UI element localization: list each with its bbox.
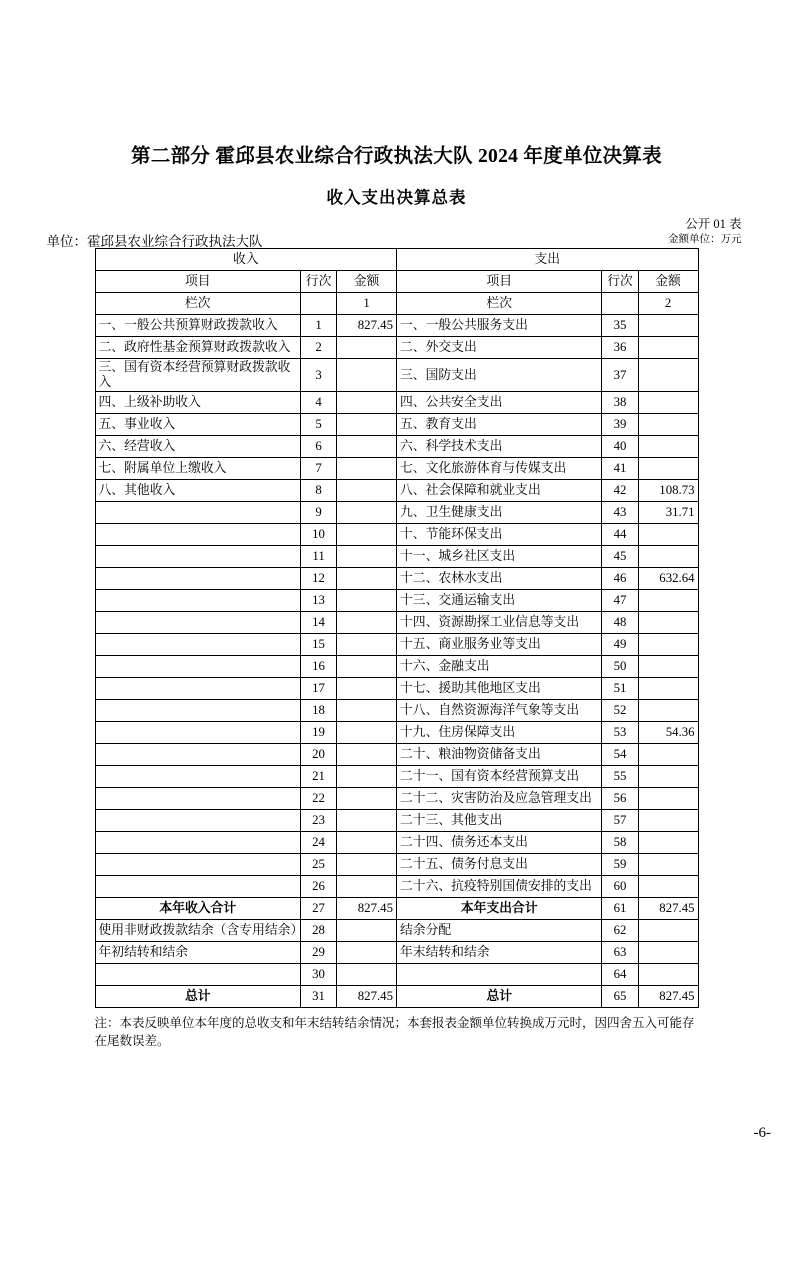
- cell-expense-amount: [638, 766, 698, 788]
- table-note: [95, 1014, 699, 1050]
- cell-income-line: 24: [301, 832, 337, 854]
- cell-income-line: 16: [301, 656, 337, 678]
- cell-expense-amount: 108.73: [638, 480, 698, 502]
- cell-income-item: [95, 546, 301, 568]
- cell-expense-line: 63: [602, 942, 638, 964]
- cell-income-amount: 827.45: [337, 986, 397, 1008]
- cell-expense-amount: [638, 832, 698, 854]
- cell-expense-amount: [638, 810, 698, 832]
- cell-expense-amount: [638, 414, 698, 436]
- cell-income-amount: [337, 766, 397, 788]
- table-row: [95, 854, 698, 876]
- organization-line: 单位：霍邱县农业综合行政执法大队: [46, 234, 263, 249]
- cell-expense-item: 二十三、其他支出: [396, 810, 602, 832]
- cell-expense-line: 55: [602, 766, 638, 788]
- column-number-income: 1: [337, 293, 397, 315]
- table-row: [95, 392, 698, 414]
- cell-income-line: 13: [301, 590, 337, 612]
- cell-expense-line: 46: [602, 568, 638, 590]
- cell-expense-line: 37: [602, 359, 638, 392]
- cell-income-line: 11: [301, 546, 337, 568]
- cell-expense-line: 49: [602, 634, 638, 656]
- table-row-total: [95, 898, 698, 920]
- cell-expense-amount: [638, 524, 698, 546]
- cell-income-line: 30: [301, 964, 337, 986]
- cell-income-line: 25: [301, 854, 337, 876]
- cell-income-amount: [337, 876, 397, 898]
- cell-income-amount: [337, 436, 397, 458]
- header-expense-item: 项目: [396, 271, 602, 293]
- cell-income-line: 6: [301, 436, 337, 458]
- cell-expense-line: 62: [602, 920, 638, 942]
- cell-income-line: 31: [301, 986, 337, 1008]
- cell-expense-amount: [638, 678, 698, 700]
- cell-expense-amount: [638, 458, 698, 480]
- cell-expense-amount: [638, 920, 698, 942]
- cell-expense-amount: [638, 700, 698, 722]
- cell-expense-line: 54: [602, 744, 638, 766]
- cell-expense-line: 61: [602, 898, 638, 920]
- cell-income-item: 一、一般公共预算财政拨款收入: [95, 315, 301, 337]
- table-row: [95, 315, 698, 337]
- table-row: [95, 920, 698, 942]
- cell-income-amount: [337, 480, 397, 502]
- cell-expense-line: 59: [602, 854, 638, 876]
- cell-expense-item: 七、文化旅游体育与传媒支出: [396, 458, 602, 480]
- cell-income-item: [95, 744, 301, 766]
- cell-expense-amount: 827.45: [638, 898, 698, 920]
- cell-expense-item: 一、一般公共服务支出: [396, 315, 602, 337]
- cell-income-amount: [337, 359, 397, 392]
- cell-income-line: 28: [301, 920, 337, 942]
- cell-income-item: [95, 656, 301, 678]
- cell-expense-item: 二、外交支出: [396, 337, 602, 359]
- cell-income-amount: [337, 920, 397, 942]
- cell-income-item: 四、上级补助收入: [95, 392, 301, 414]
- header-expense-group: 支出: [396, 249, 698, 271]
- header-expense-line: 行次: [602, 271, 638, 293]
- cell-income-line: 3: [301, 359, 337, 392]
- cell-expense-line: 65: [602, 986, 638, 1008]
- table-row: [95, 722, 698, 744]
- cell-income-amount: [337, 458, 397, 480]
- cell-income-line: 14: [301, 612, 337, 634]
- cell-income-amount: [337, 722, 397, 744]
- cell-expense-item: 十三、交通运输支出: [396, 590, 602, 612]
- cell-expense-amount: [638, 964, 698, 986]
- table-row: [95, 964, 698, 986]
- cell-expense-amount: [638, 942, 698, 964]
- cell-expense-line: 35: [602, 315, 638, 337]
- cell-income-line: 5: [301, 414, 337, 436]
- cell-income-item: 二、政府性基金预算财政拨款收入: [95, 337, 301, 359]
- cell-expense-item: 十五、商业服务业等支出: [396, 634, 602, 656]
- cell-income-line: 21: [301, 766, 337, 788]
- cell-income-line: 19: [301, 722, 337, 744]
- page-number: -6-: [753, 1125, 771, 1141]
- cell-expense-line: 41: [602, 458, 638, 480]
- table-row: [95, 359, 698, 392]
- cell-expense-item: 十六、金融支出: [396, 656, 602, 678]
- cell-expense-amount: 54.36: [638, 722, 698, 744]
- header-expense-amount: 金额: [638, 271, 698, 293]
- cell-income-line: 20: [301, 744, 337, 766]
- cell-expense-amount: [638, 876, 698, 898]
- blank-cell: [301, 293, 337, 315]
- cell-expense-amount: [638, 854, 698, 876]
- table-row: [95, 502, 698, 524]
- cell-expense-item: 二十二、灾害防治及应急管理支出: [396, 788, 602, 810]
- cell-expense-line: 56: [602, 788, 638, 810]
- cell-income-amount: [337, 678, 397, 700]
- cell-income-item: [95, 964, 301, 986]
- amount-unit: 金额单位：万元: [668, 234, 742, 245]
- cell-income-line: 12: [301, 568, 337, 590]
- table-row: [95, 788, 698, 810]
- cell-expense-item: 二十一、国有资本经营预算支出: [396, 766, 602, 788]
- cell-expense-line: 42: [602, 480, 638, 502]
- income-expense-table: [95, 248, 699, 1008]
- cell-income-item: [95, 876, 301, 898]
- cell-income-line: 27: [301, 898, 337, 920]
- table-header-group-row: [95, 249, 698, 271]
- cell-income-item: 五、事业收入: [95, 414, 301, 436]
- cell-income-amount: [337, 656, 397, 678]
- cell-income-item: [95, 524, 301, 546]
- cell-income-line: 1: [301, 315, 337, 337]
- cell-expense-line: 44: [602, 524, 638, 546]
- cell-expense-amount: [638, 612, 698, 634]
- table-row: [95, 612, 698, 634]
- cell-income-item: 本年收入合计: [95, 898, 301, 920]
- cell-income-item: [95, 590, 301, 612]
- cell-expense-line: 50: [602, 656, 638, 678]
- cell-income-line: 8: [301, 480, 337, 502]
- cell-expense-item: 二十五、债务付息支出: [396, 854, 602, 876]
- table-row: [95, 744, 698, 766]
- cell-expense-amount: [638, 656, 698, 678]
- cell-income-amount: [337, 590, 397, 612]
- table-row: [95, 876, 698, 898]
- cell-income-item: [95, 612, 301, 634]
- cell-expense-item: 二十、粮油物资储备支出: [396, 744, 602, 766]
- header-income-item: 项目: [95, 271, 301, 293]
- table-row: [95, 568, 698, 590]
- cell-income-amount: 827.45: [337, 898, 397, 920]
- table-row: [95, 942, 698, 964]
- cell-expense-item: 二十四、债务还本支出: [396, 832, 602, 854]
- table-row: [95, 337, 698, 359]
- table-row-total: [95, 986, 698, 1008]
- cell-expense-line: 57: [602, 810, 638, 832]
- cell-income-amount: [337, 524, 397, 546]
- cell-expense-item: 本年支出合计: [396, 898, 602, 920]
- cell-income-item: 总计: [95, 986, 301, 1008]
- cell-expense-item: 十八、自然资源海洋气象等支出: [396, 700, 602, 722]
- cell-income-line: 15: [301, 634, 337, 656]
- cell-expense-line: 47: [602, 590, 638, 612]
- cell-expense-item: [396, 964, 602, 986]
- cell-income-line: 7: [301, 458, 337, 480]
- cell-expense-line: 45: [602, 546, 638, 568]
- cell-income-item: [95, 788, 301, 810]
- cell-expense-line: 58: [602, 832, 638, 854]
- cell-income-line: 18: [301, 700, 337, 722]
- cell-income-item: [95, 722, 301, 744]
- cell-income-line: 17: [301, 678, 337, 700]
- label-column-income: 栏次: [95, 293, 301, 315]
- table-row: [95, 810, 698, 832]
- table-row: [95, 634, 698, 656]
- cell-expense-item: 结余分配: [396, 920, 602, 942]
- cell-income-line: 23: [301, 810, 337, 832]
- cell-income-amount: [337, 546, 397, 568]
- table-row: [95, 546, 698, 568]
- cell-expense-amount: [638, 337, 698, 359]
- cell-expense-amount: [638, 392, 698, 414]
- cell-income-amount: [337, 942, 397, 964]
- cell-income-line: 26: [301, 876, 337, 898]
- cell-income-amount: [337, 568, 397, 590]
- cell-income-amount: [337, 502, 397, 524]
- cell-expense-amount: 827.45: [638, 986, 698, 1008]
- cell-income-item: [95, 502, 301, 524]
- cell-expense-line: 38: [602, 392, 638, 414]
- cell-expense-item: 年末结转和结余: [396, 942, 602, 964]
- cell-expense-line: 60: [602, 876, 638, 898]
- note-text: 注：本表反映单位本年度的总收支和年末结转结余情况；本套报表金额单位转换成万元时，因四舍五入可能存在尾数误差。: [94, 1016, 695, 1049]
- cell-expense-item: 十七、援助其他地区支出: [396, 678, 602, 700]
- cell-expense-line: 39: [602, 414, 638, 436]
- cell-income-item: [95, 854, 301, 876]
- cell-income-amount: [337, 810, 397, 832]
- cell-income-amount: [337, 634, 397, 656]
- cell-expense-item: 五、教育支出: [396, 414, 602, 436]
- cell-income-amount: [337, 788, 397, 810]
- cell-income-item: 八、其他收入: [95, 480, 301, 502]
- cell-income-item: 年初结转和结余: [95, 942, 301, 964]
- cell-expense-item: 十九、住房保障支出: [396, 722, 602, 744]
- cell-income-amount: [337, 337, 397, 359]
- table-meta: [47, 214, 747, 248]
- cell-income-item: 使用非财政拨款结余（含专用结余）: [95, 920, 301, 942]
- page-title: 第二部分 霍邱县农业综合行政执法大队 2024 年度单位决算表: [131, 146, 662, 167]
- cell-income-amount: [337, 612, 397, 634]
- cell-expense-item: 十四、资源勘探工业信息等支出: [396, 612, 602, 634]
- cell-expense-amount: [638, 788, 698, 810]
- cell-income-item: [95, 634, 301, 656]
- table-row: [95, 766, 698, 788]
- table-row: [95, 524, 698, 546]
- cell-expense-item: 六、科学技术支出: [396, 436, 602, 458]
- cell-income-item: [95, 568, 301, 590]
- table-column-number-row: [95, 293, 698, 315]
- cell-income-amount: 827.45: [337, 315, 397, 337]
- cell-income-amount: [337, 700, 397, 722]
- cell-income-item: [95, 678, 301, 700]
- label-column-expense: 栏次: [396, 293, 602, 315]
- cell-income-amount: [337, 414, 397, 436]
- table-row: [95, 590, 698, 612]
- table-title: 收入支出决算总表: [326, 188, 467, 207]
- cell-expense-item: 三、国防支出: [396, 359, 602, 392]
- header-income-amount: 金额: [337, 271, 397, 293]
- cell-expense-amount: [638, 546, 698, 568]
- cell-income-item: [95, 766, 301, 788]
- cell-expense-amount: 632.64: [638, 568, 698, 590]
- cell-income-line: 9: [301, 502, 337, 524]
- cell-income-amount: [337, 744, 397, 766]
- header-income-line: 行次: [301, 271, 337, 293]
- cell-expense-line: 52: [602, 700, 638, 722]
- cell-expense-line: 36: [602, 337, 638, 359]
- cell-expense-amount: [638, 634, 698, 656]
- cell-income-item: 七、附属单位上缴收入: [95, 458, 301, 480]
- cell-expense-amount: 31.71: [638, 502, 698, 524]
- table-row: [95, 678, 698, 700]
- cell-income-amount: [337, 854, 397, 876]
- cell-expense-line: 43: [602, 502, 638, 524]
- cell-expense-item: 九、卫生健康支出: [396, 502, 602, 524]
- table-row: [95, 414, 698, 436]
- cell-expense-amount: [638, 590, 698, 612]
- blank-cell: [602, 293, 638, 315]
- cell-expense-item: 十、节能环保支出: [396, 524, 602, 546]
- cell-expense-amount: [638, 744, 698, 766]
- cell-income-amount: [337, 964, 397, 986]
- header-income-group: 收入: [95, 249, 396, 271]
- cell-expense-item: 十一、城乡社区支出: [396, 546, 602, 568]
- table-header-columns-row: [95, 271, 698, 293]
- cell-income-item: 六、经营收入: [95, 436, 301, 458]
- cell-income-item: [95, 700, 301, 722]
- cell-expense-line: 51: [602, 678, 638, 700]
- cell-income-amount: [337, 832, 397, 854]
- cell-income-line: 10: [301, 524, 337, 546]
- cell-income-line: 4: [301, 392, 337, 414]
- cell-expense-item: 八、社会保障和就业支出: [396, 480, 602, 502]
- table-row: [95, 832, 698, 854]
- table-row: [95, 700, 698, 722]
- cell-income-line: 29: [301, 942, 337, 964]
- cell-expense-line: 64: [602, 964, 638, 986]
- cell-expense-item: 总计: [396, 986, 602, 1008]
- cell-expense-item: 四、公共安全支出: [396, 392, 602, 414]
- cell-income-item: 三、国有资本经营预算财政拨款收入: [95, 359, 301, 392]
- cell-income-item: [95, 810, 301, 832]
- table-row: [95, 480, 698, 502]
- table-row: [95, 656, 698, 678]
- cell-expense-amount: [638, 436, 698, 458]
- cell-income-line: 22: [301, 788, 337, 810]
- cell-income-amount: [337, 392, 397, 414]
- cell-income-line: 2: [301, 337, 337, 359]
- cell-expense-item: 十二、农林水支出: [396, 568, 602, 590]
- cell-income-item: [95, 832, 301, 854]
- table-row: [95, 436, 698, 458]
- cell-expense-line: 48: [602, 612, 638, 634]
- cell-expense-line: 40: [602, 436, 638, 458]
- cell-expense-amount: [638, 315, 698, 337]
- cell-expense-amount: [638, 359, 698, 392]
- cell-expense-line: 53: [602, 722, 638, 744]
- document-page: [0, 140, 793, 1262]
- cell-expense-item: 二十六、抗疫特别国债安排的支出: [396, 876, 602, 898]
- table-row: [95, 458, 698, 480]
- form-code: 公开 01 表: [685, 217, 742, 231]
- column-number-expense: 2: [638, 293, 698, 315]
